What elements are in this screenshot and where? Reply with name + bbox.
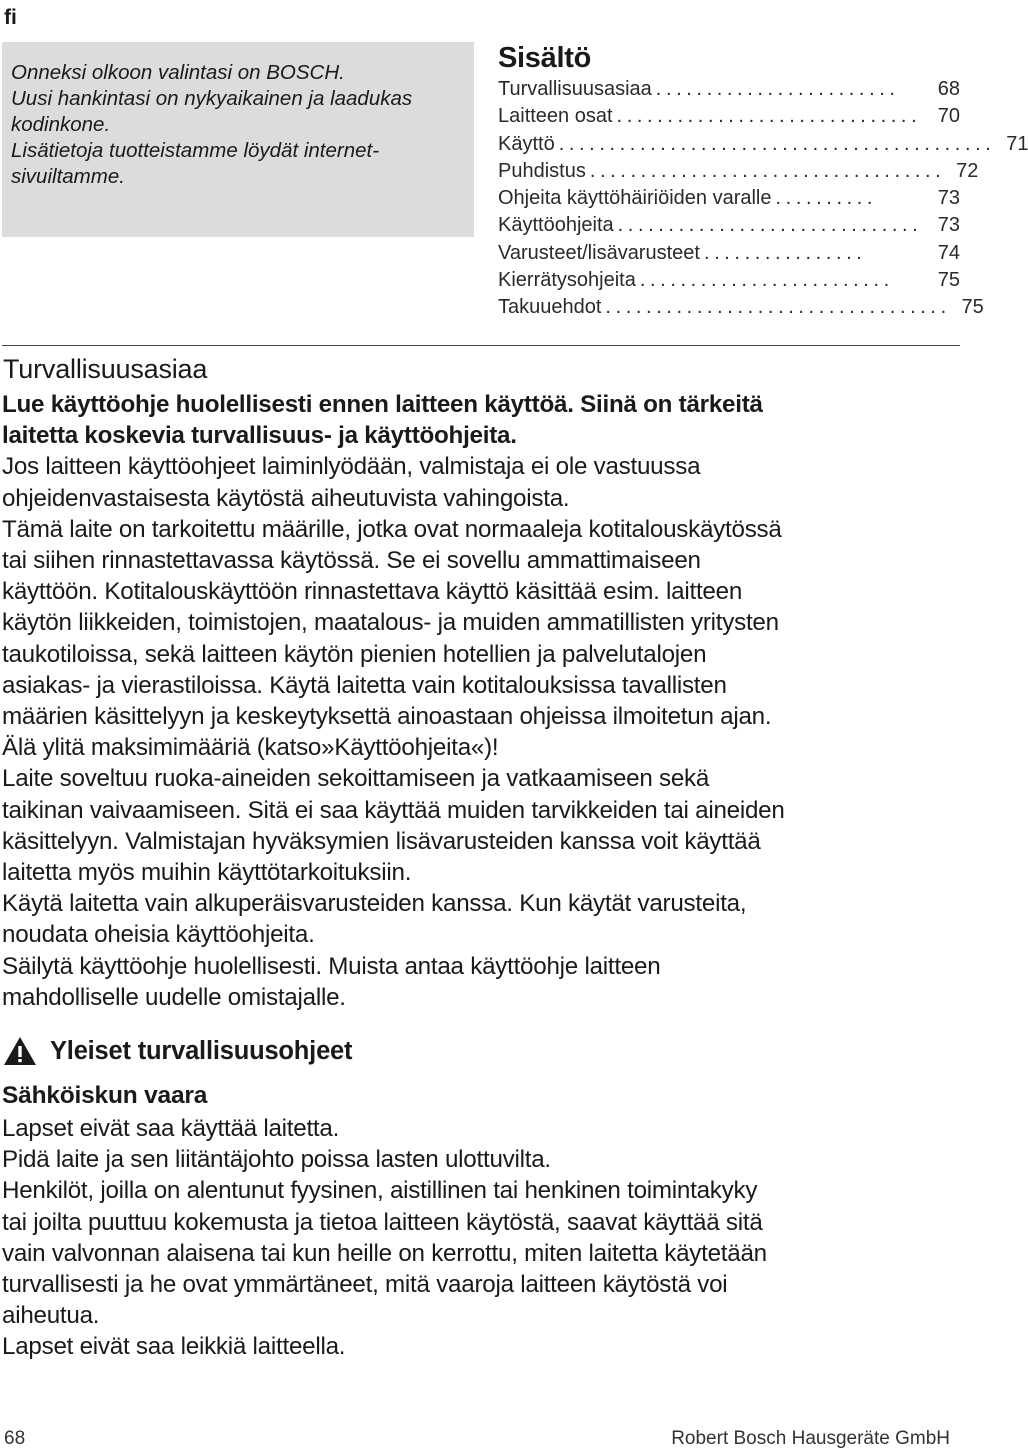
body-line: Älä ylitä maksimimääriä (katso»Käyttöohjeita«)! [2,734,499,762]
safety-line: turvallisesti ja he ovat ymmärtäneet, mitä vaaroja laitteen käytöstä voi [2,1271,728,1299]
toc-leader-dots: ......................... [639,268,894,291]
toc-entry[interactable] [498,132,1028,160]
safety-line: tai joilta puuttuu kokemusta ja tietoa laitteen käytöstä, saavat käyttää sitä [2,1208,763,1236]
company-name: Robert Bosch Hausgeräte GmbH [671,1428,950,1449]
toc-entry-page: 75 [937,268,960,291]
toc-entry-page: 72 [956,159,979,182]
intro-box [2,42,474,237]
warning-triangle-icon [2,1035,38,1067]
table-of-contents [498,78,1028,323]
toc-leader-dots: .......... [775,187,878,209]
toc-leader-dots: .................................. [605,296,951,318]
toc-entry-label: Kierrätysohjeita [498,268,636,291]
safety-line: aiheutua. [2,1302,100,1330]
safety-line: Henkilöt, joilla on alentunut fyysinen, aistillinen tai henkinen toimintakyky [2,1177,758,1205]
body-line: käyttöön. Kotitalouskäyttöön rinnastettava käyttö käsittää esim. laitteen [2,578,743,606]
page-number: 68 [4,1428,26,1449]
section-body [2,389,960,1013]
toc-leader-dots: .............................. [616,105,922,128]
body-line: tai siihen rinnastettavassa käytössä. Se ei sovellu ammattimaiseen [2,547,701,575]
electric-shock-heading: Sähköiskun vaara [2,1082,208,1109]
intro-line: Uusi hankintasi on nykyaikainen ja laadukas [11,87,413,110]
toc-entry[interactable] [498,242,960,269]
toc-entry-label: Ohjeita käyttöhäiriöiden varalle [498,187,772,209]
toc-leader-dots: .............................. [617,214,923,237]
body-line: taukotiloissa, sekä laitteen käytön pienien hotellien ja palvelutalojen [2,640,707,668]
toc-entry-page: 71 [1006,132,1028,155]
toc-entry-label: Käyttö [498,132,555,155]
toc-entry-label: Turvallisuusasiaa [498,78,652,100]
toc-entry[interactable] [498,105,960,132]
toc-entry[interactable] [498,214,960,241]
toc-entry-label: Käyttöohjeita [498,214,614,237]
toc-leader-dots: ................................... [589,159,946,182]
toc-entry-label: Takuuehdot [498,296,602,318]
intro-line: Lisätietoja tuotteistamme löydät internet- [11,139,380,162]
body-line: Lue käyttöohje huolellisesti ennen laitteen käyttöä. Siinä on tärkeitä [2,391,763,418]
body-line: ohjeidenvastaisesta käytöstä aiheutuvista vahingoista. [2,484,570,512]
safety-body [2,1113,960,1363]
toc-entry-page: 74 [937,241,960,264]
body-line: asiakas- ja vierastiloissa. Käytä laitetta vain kotitalouksissa tavallisten [2,671,727,699]
toc-entry-page: 68 [937,78,960,100]
body-line: mahdolliselle uudelle omistajalle. [2,983,346,1011]
toc-entry-label: Puhdistus [498,159,586,182]
toc-entry-page: 73 [937,214,960,237]
toc-entry-page: 75 [961,296,984,318]
warning-heading-text: Yleiset turvallisuusohjeet [50,1036,353,1065]
intro-text [11,60,412,190]
toc-leader-dots: ................ [703,241,867,264]
toc-entry-page: 70 [937,105,960,128]
intro-line: Onneksi olkoon valintasi on BOSCH. [11,61,345,84]
body-line: laitetta koskevia turvallisuus- ja käyttöohjeita. [2,422,517,450]
body-line: Säilytä käyttöohje huolellisesti. Muista antaa käyttöohje laitteen [2,952,661,980]
body-line: laitetta myös muihin käyttötarkoituksiin. [2,859,412,887]
warning-heading [2,1035,352,1067]
toc-leader-dots: ........................................... [558,132,996,155]
section-divider [2,345,960,346]
toc-entry[interactable] [498,296,984,323]
safety-line: vain valvonnan alaisena tai kun heille on kerrottu, miten laitetta käytetään [2,1239,767,1267]
safety-line: Lapset eivät saa leikkiä laitteella. [2,1333,346,1361]
safety-line: Pidä laite ja sen liitäntäjohto poissa lasten ulottuvilta. [2,1146,551,1174]
toc-entry-label: Varusteet/lisävarusteet [498,241,700,264]
body-line: Laite soveltuu ruoka-aineiden sekoittamiseen ja vatkaamiseen sekä [2,765,710,793]
body-line: Jos laitteen käyttöohjeet laiminlyödään, valmistaja ei ole vastuussa [2,453,701,481]
toc-entry[interactable] [498,187,960,214]
body-line: Tämä laite on tarkoitettu määrille, jotka ovat normaaleja kotitalouskäytössä [2,515,782,543]
toc-leader-dots: ........................ [655,78,900,100]
toc-entry-page: 73 [937,187,960,209]
body-line: käytön liikkeiden, toimistojen, maatalous- ja muiden ammatillisten yritysten [2,609,779,637]
language-tag: fi [4,6,17,29]
body-line: noudata oheisia käyttöohjeita. [2,921,315,949]
section-title: Turvallisuusasiaa [3,354,208,384]
safety-line: Lapset eivät saa käyttää laitetta. [2,1115,340,1142]
body-line: taikinan vaivaamiseen. Sitä ei saa käyttää muiden tarvikkeiden tai aineiden [2,796,785,824]
toc-entry[interactable] [498,159,979,187]
intro-line: sivuiltamme. [11,165,125,188]
toc-entry[interactable] [498,78,960,105]
toc-title: Sisältö [498,42,591,74]
toc-entry[interactable] [498,269,960,296]
body-line: määrien käsittelyyn ja keskeytyksettä ainoastaan ohjeissa ilmoitetun ajan. [2,703,772,731]
body-line: Käytä laitetta vain alkuperäisvarusteiden kanssa. Kun käytät varusteita, [2,890,747,918]
toc-entry-label: Laitteen osat [498,105,613,128]
intro-line: kodinkone. [11,113,111,136]
body-line: käsittelyyn. Valmistajan hyväksymien lisävarusteiden kanssa voit käyttää [2,827,761,855]
